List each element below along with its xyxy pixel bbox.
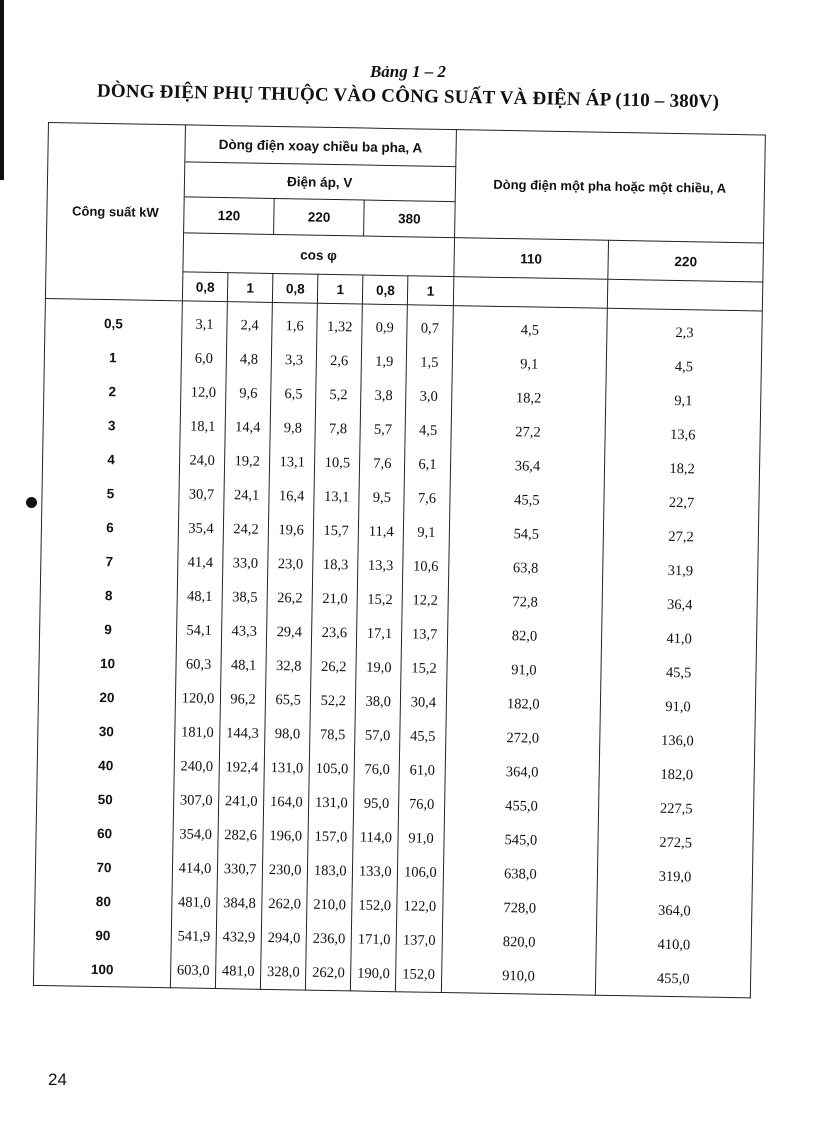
power-cell: 0,5 (45, 298, 183, 341)
current-value-cell: 48,1 (221, 648, 267, 683)
power-cell: 80 (35, 883, 173, 919)
current-value-cell: 13,7 (402, 617, 448, 652)
current-value-cell: 183,0 (307, 854, 353, 889)
current-value-cell: 61,0 (399, 753, 445, 788)
power-cell: 9 (39, 611, 177, 647)
pf-value: 1 (227, 273, 273, 303)
pf-value: 1 (408, 276, 454, 306)
current-value-cell: 45,5 (400, 719, 446, 754)
current-value-cell: 319,0 (597, 859, 752, 896)
current-value-cell: 3,1 (182, 301, 228, 342)
current-value-cell: 10,6 (403, 549, 449, 584)
current-value-cell: 76,0 (399, 787, 445, 822)
current-value-cell: 17,1 (357, 616, 403, 651)
current-value-cell: 9,6 (226, 376, 272, 411)
current-value-cell: 4,5 (405, 413, 451, 448)
current-value-cell: 41,4 (178, 545, 224, 580)
current-value-cell: 15,2 (357, 582, 403, 617)
current-value-cell: 328,0 (261, 955, 307, 990)
current-value-cell: 241,0 (218, 784, 264, 819)
current-value-cell: 43,3 (221, 614, 267, 649)
power-cell: 30 (38, 713, 176, 749)
current-value-cell: 171,0 (351, 922, 397, 957)
current-value-cell: 91,0 (600, 689, 755, 726)
power-cell: 100 (33, 951, 171, 988)
current-value-cell: 27,2 (603, 519, 758, 556)
current-value-cell: 114,0 (353, 820, 399, 855)
current-value-cell: 54,1 (176, 613, 222, 648)
current-value-cell: 455,0 (596, 961, 751, 998)
current-value-cell: 364,0 (597, 893, 752, 930)
pf-value: 0,8 (363, 275, 409, 305)
power-cell: 90 (34, 917, 172, 953)
current-value-cell: 52,2 (310, 684, 356, 719)
current-value-cell: 22,7 (604, 485, 759, 522)
power-cell: 20 (38, 679, 176, 715)
power-cell: 8 (40, 577, 178, 613)
pf-value: 0,8 (182, 272, 228, 302)
current-value-cell: 23,0 (268, 547, 314, 582)
power-cell: 50 (36, 781, 174, 817)
current-value-cell: 1,5 (406, 345, 452, 380)
current-value-cell: 432,9 (216, 920, 262, 955)
current-value-cell: 131,0 (264, 751, 310, 786)
current-value-cell: 91,0 (446, 652, 601, 689)
current-value-cell: 1,9 (361, 345, 407, 380)
current-value-cell: 105,0 (309, 752, 355, 787)
current-value-cell: 307,0 (173, 783, 219, 818)
current-value-cell: 190,0 (351, 956, 397, 991)
power-cell: 5 (42, 475, 180, 511)
current-value-cell: 7,8 (315, 412, 361, 447)
current-value-cell: 29,4 (266, 615, 312, 650)
current-value-cell: 4,5 (452, 306, 607, 349)
power-cell: 3 (43, 407, 181, 443)
current-value-cell: 82,0 (447, 618, 602, 655)
current-value-cell: 122,0 (397, 889, 443, 924)
current-value-cell: 240,0 (174, 749, 220, 784)
current-value-cell: 36,4 (450, 448, 605, 485)
current-value-cell: 12,0 (181, 375, 227, 410)
current-value-cell: 13,1 (269, 445, 315, 480)
voltage-220: 220 (274, 198, 365, 236)
power-cell: 1 (44, 339, 182, 375)
current-value-cell: 31,9 (603, 553, 758, 590)
power-cell: 2 (44, 373, 182, 409)
current-value-cell: 6,5 (271, 377, 317, 412)
current-value-cell: 6,1 (405, 447, 451, 482)
current-value-cell: 410,0 (596, 927, 751, 964)
current-value-cell: 152,0 (396, 957, 442, 992)
current-value-cell: 638,0 (443, 856, 598, 893)
page-number: 24 (48, 1070, 67, 1089)
table-body (33, 298, 762, 997)
table-container (33, 122, 766, 998)
current-value-cell: 18,2 (604, 451, 759, 488)
current-value-cell: 157,0 (308, 820, 354, 855)
current-value-cell: 272,5 (598, 825, 753, 862)
current-value-cell: 15,7 (313, 514, 359, 549)
current-value-cell: 131,0 (309, 786, 355, 821)
current-value-cell: 21,0 (312, 582, 358, 617)
current-value-cell: 38,0 (355, 684, 401, 719)
current-value-cell: 282,6 (218, 818, 264, 853)
current-value-cell: 330,7 (217, 852, 263, 887)
current-value-cell: 0,7 (407, 305, 453, 346)
current-value-cell: 41,0 (602, 621, 757, 658)
current-value-cell: 54,5 (449, 516, 604, 553)
current-value-cell: 481,0 (172, 885, 218, 920)
current-value-cell: 227,5 (599, 791, 754, 828)
current-value-cell: 164,0 (264, 785, 310, 820)
current-value-cell: 541,9 (171, 919, 217, 954)
current-value-cell: 76,0 (354, 752, 400, 787)
current-value-cell: 30,7 (179, 477, 225, 512)
current-value-cell: 4,5 (606, 349, 761, 386)
current-value-cell: 3,8 (361, 379, 407, 414)
current-value-cell: 23,6 (312, 616, 358, 651)
current-value-cell: 133,0 (352, 854, 398, 889)
current-value-cell: 120,0 (175, 681, 221, 716)
current-value-cell: 13,6 (605, 417, 760, 454)
current-value-cell: 7,6 (404, 481, 450, 516)
current-value-cell: 2,6 (316, 344, 362, 379)
current-value-cell: 196,0 (263, 819, 309, 854)
current-value-cell: 9,8 (270, 411, 316, 446)
current-value-cell: 820,0 (442, 924, 597, 961)
current-value-cell: 30,4 (401, 685, 447, 720)
empty-header-cell (608, 279, 763, 311)
current-value-cell: 63,8 (448, 550, 603, 587)
table-caption: Bảng 1 – 2 (369, 62, 447, 81)
current-value-cell: 48,1 (177, 579, 223, 614)
single-phase-header: Dòng điện một pha hoặc một chiều, A (454, 130, 765, 243)
current-value-cell: 19,6 (268, 513, 314, 548)
current-value-cell: 9,1 (606, 383, 761, 420)
current-value-cell: 481,0 (215, 954, 261, 989)
current-value-cell: 35,4 (178, 511, 224, 546)
current-value-cell: 3,3 (271, 343, 317, 378)
current-value-cell: 192,4 (219, 750, 265, 785)
margin-bullet-mark (26, 497, 37, 508)
current-value-cell: 262,0 (262, 887, 308, 922)
three-phase-header: Dòng điện xoay chiều ba pha, A (185, 125, 456, 167)
current-value-cell: 262,0 (306, 956, 352, 991)
current-value-cell: 18,1 (180, 409, 226, 444)
current-value-cell: 12,2 (402, 583, 448, 618)
current-value-cell: 95,0 (354, 786, 400, 821)
pf-value: 1 (318, 274, 364, 304)
current-value-cell: 26,2 (267, 581, 313, 616)
power-cell: 7 (41, 543, 179, 579)
current-value-cell: 2,3 (607, 308, 762, 351)
current-value-cell: 414,0 (172, 851, 218, 886)
current-value-cell: 91,0 (398, 821, 444, 856)
voltage-120: 120 (184, 197, 275, 235)
current-value-cell: 603,0 (170, 953, 216, 988)
power-cell: 60 (36, 815, 174, 851)
current-value-cell: 272,0 (445, 720, 600, 757)
current-value-cell: 152,0 (352, 888, 398, 923)
voltage-header: Điện áp, V (184, 162, 455, 202)
current-value-cell: 98,0 (265, 717, 311, 752)
current-value-cell: 728,0 (442, 890, 597, 927)
current-value-cell: 1,6 (272, 302, 318, 343)
current-value-cell: 230,0 (262, 853, 308, 888)
current-value-cell: 60,3 (176, 647, 222, 682)
current-value-cell: 45,5 (449, 482, 604, 519)
current-value-cell: 78,5 (310, 718, 356, 753)
current-value-cell: 0,9 (362, 304, 408, 345)
table-title: DÒNG ĐIỆN PHỤ THUỘC VÀO CÔNG SUẤT VÀ ĐIỆN ÁP (110 – 380V) (96, 80, 720, 113)
current-value-cell: 6,0 (181, 341, 227, 376)
current-value-cell: 16,4 (269, 479, 315, 514)
current-value-cell: 1,32 (317, 303, 363, 344)
current-value-cell: 24,2 (223, 512, 269, 547)
current-value-cell: 32,8 (266, 649, 312, 684)
current-value-cell: 33,0 (223, 546, 269, 581)
current-value-cell: 210,0 (307, 888, 353, 923)
power-column-header: Công suất kW (45, 123, 185, 301)
current-table (33, 122, 766, 998)
current-value-cell: 144,3 (220, 716, 266, 751)
current-value-cell: 24,0 (179, 443, 225, 478)
current-value-cell: 294,0 (261, 921, 307, 956)
current-value-cell: 10,5 (315, 446, 361, 481)
current-value-cell: 13,1 (314, 480, 360, 515)
current-value-cell: 65,5 (265, 683, 311, 718)
current-value-cell: 57,0 (355, 718, 401, 753)
voltage-380: 380 (364, 200, 455, 238)
current-value-cell: 9,1 (452, 346, 607, 383)
current-value-cell: 3,0 (406, 379, 452, 414)
power-cell: 40 (37, 747, 175, 783)
current-value-cell: 455,0 (444, 788, 599, 825)
current-value-cell: 4,8 (226, 342, 272, 377)
current-value-cell: 7,6 (360, 446, 406, 481)
current-value-cell: 364,0 (444, 754, 599, 791)
power-cell: 4 (42, 441, 180, 477)
current-value-cell: 72,8 (447, 584, 602, 621)
power-cell: 70 (35, 849, 173, 885)
current-value-cell: 545,0 (443, 822, 598, 859)
current-value-cell: 36,4 (602, 587, 757, 624)
current-value-cell: 236,0 (306, 922, 352, 957)
current-value-cell: 45,5 (601, 655, 756, 692)
current-value-cell: 182,0 (599, 757, 754, 794)
current-value-cell: 137,0 (396, 923, 442, 958)
current-value-cell: 9,1 (403, 515, 449, 550)
current-value-cell: 13,3 (358, 548, 404, 583)
current-value-cell: 181,0 (175, 715, 221, 750)
current-value-cell: 136,0 (600, 723, 755, 760)
current-value-cell: 24,1 (224, 478, 270, 513)
single-phase-voltage-220: 220 (608, 240, 763, 282)
current-value-cell: 27,2 (450, 414, 605, 451)
current-value-cell: 384,8 (217, 886, 263, 921)
current-value-cell: 354,0 (173, 817, 219, 852)
current-value-cell: 5,2 (316, 378, 362, 413)
current-value-cell: 15,2 (401, 651, 447, 686)
current-value-cell: 19,2 (224, 444, 270, 479)
current-value-cell: 9,5 (359, 480, 405, 515)
current-value-cell: 19,0 (356, 650, 402, 685)
current-value-cell: 14,4 (225, 410, 271, 445)
current-value-cell: 106,0 (398, 855, 444, 890)
current-value-cell: 38,5 (222, 580, 268, 615)
current-value-cell: 5,7 (360, 413, 406, 448)
pf-value: 0,8 (273, 273, 319, 303)
power-cell: 10 (39, 645, 177, 681)
current-value-cell: 910,0 (441, 958, 596, 995)
current-value-cell: 96,2 (220, 682, 266, 717)
current-value-cell: 182,0 (446, 686, 601, 723)
current-value-cell: 2,4 (227, 302, 273, 343)
single-phase-voltage-110: 110 (453, 238, 608, 280)
current-value-cell: 11,4 (358, 514, 404, 549)
empty-header-cell (453, 277, 608, 309)
current-value-cell: 18,3 (313, 548, 359, 583)
power-cell: 6 (41, 509, 179, 545)
current-value-cell: 18,2 (451, 380, 606, 417)
cos-phi-header: cos φ (183, 233, 454, 277)
current-value-cell: 26,2 (311, 650, 357, 685)
